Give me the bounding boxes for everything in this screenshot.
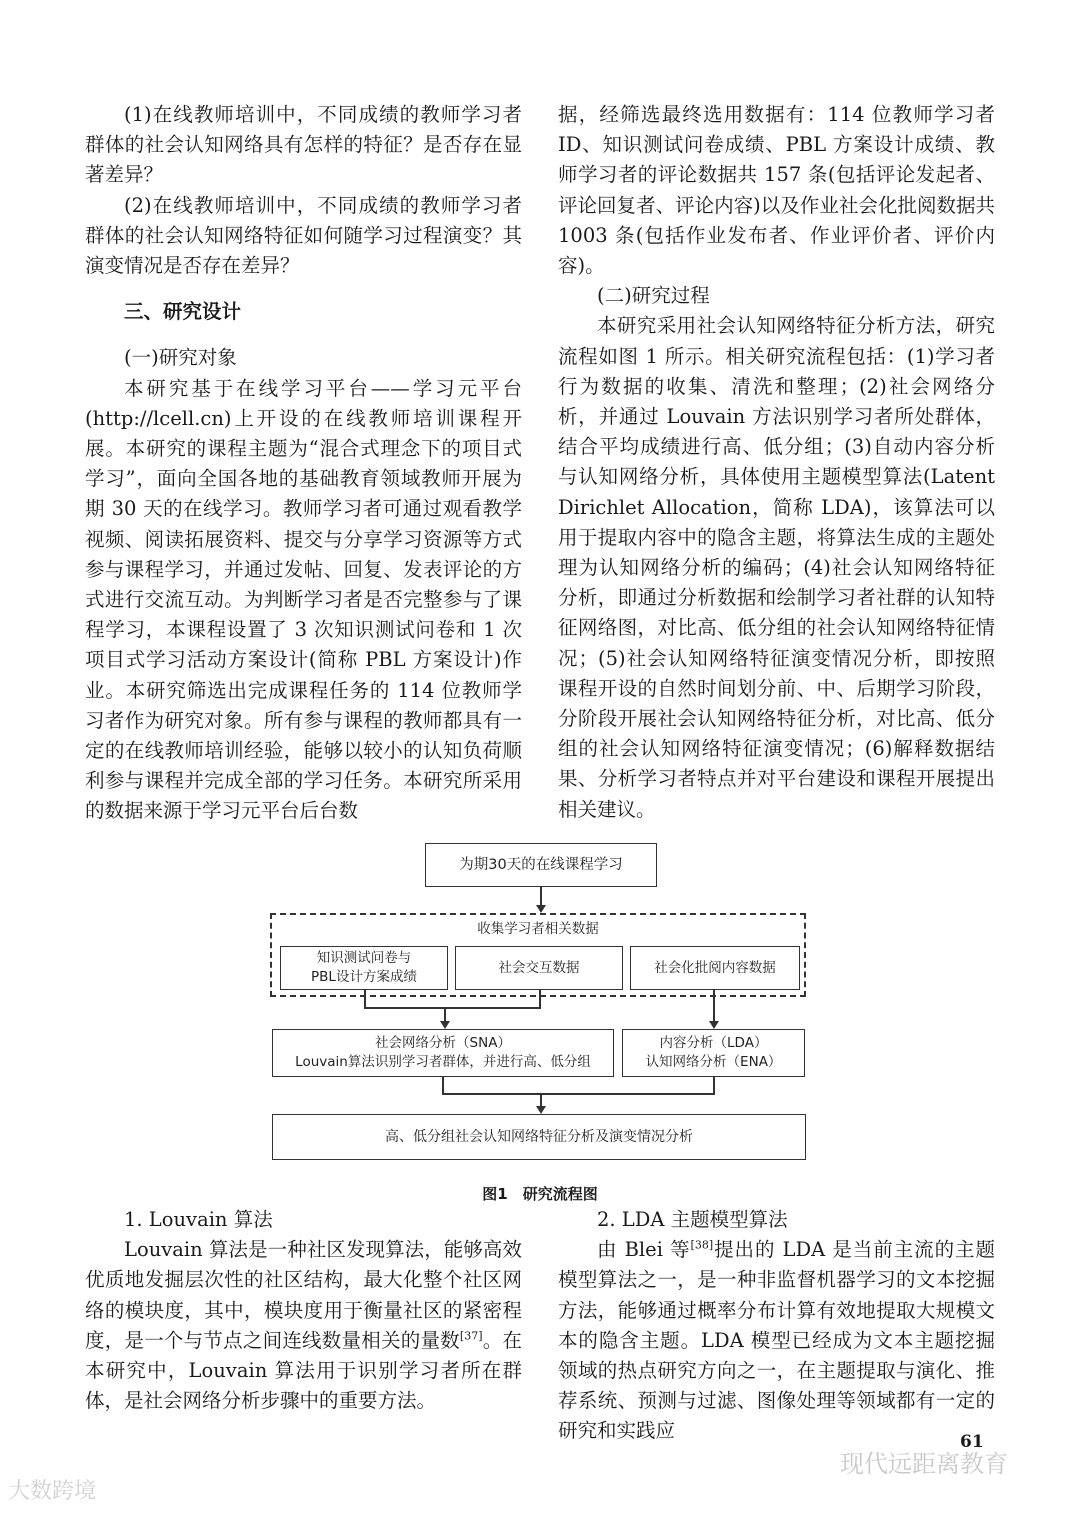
question-1: (1)在线教师培训中，不同成绩的教师学习者群体的社会认知网络具有怎样的特征？是否存在显著差异？ — [85, 103, 522, 187]
connector-line — [364, 990, 366, 1008]
arrow-down-icon — [536, 1106, 546, 1114]
subsection-heading-2: (二)研究过程 — [597, 284, 710, 308]
lda-box-line1: 内容分析（LDA） — [659, 1035, 768, 1051]
lda-box — [622, 1029, 805, 1077]
sna-box-line2: Louvain算法识别学习者群体，并进行高、低分组 — [295, 1054, 591, 1070]
sna-box — [272, 1029, 614, 1077]
bottom-right-section — [558, 1205, 995, 1447]
box-test-scores-line2: PBL设计方案成绩 — [311, 969, 417, 985]
lda-text-2: 提出的 LDA 是当前主流的主题模型算法之一，是一种非监督机器学习的文本挖掘方法，能够通过概率分布计算有效地提取大规模文本的隐含主题。LDA 模型已经成为文本主题挖掘领域的热点研究方向之一，在主题提取与演化、推荐系统、预测与过滤、图像处理等领域都有一定的研究和实践应 — [558, 1238, 995, 1443]
connector-line — [540, 887, 542, 907]
louvain-paragraph — [85, 1235, 522, 1416]
section-heading: 三、研究设计 — [124, 300, 242, 324]
arrow-down-icon — [709, 1021, 719, 1029]
top-box: 为期30天的在线课程学习 — [425, 843, 657, 887]
connector-line — [442, 1093, 715, 1095]
subsection-heading-1: (一)研究对象 — [124, 346, 237, 370]
lda-box-line2: 认知网络分析（ENA） — [645, 1054, 782, 1070]
box-social-interaction: 社会交互数据 — [455, 946, 623, 990]
box-review-content: 社会化批阅内容数据 — [630, 946, 800, 990]
question-2: (2)在线教师培训中，不同成绩的教师学习者群体的社会认知网络特征如何随学习过程演变？其演变情况是否存在差异？ — [85, 193, 522, 278]
connector-line — [540, 1093, 542, 1107]
louvain-text-2: 。在本研究中，Louvain 算法用于识别学习者所在群体，是社会网络分析步骤中的重要方法。 — [85, 1328, 522, 1413]
right-column — [558, 100, 995, 825]
watermark-left: 大数跨境 — [8, 1479, 97, 1504]
louvain-heading: 1. Louvain 算法 — [124, 1208, 273, 1231]
lda-paragraph — [558, 1235, 995, 1446]
watermark-right: 现代远距离教育 — [840, 1450, 1008, 1478]
left-column — [85, 100, 522, 827]
paragraph-research-process: 本研究采用社会认知网络特征分析方法，研究流程如图 1 所示。相关研究流程包括：(1)学习者行为数据的收集、清洗和整理；(2)社会网络分析，并通过 Louvain 方法识别学习者所处群体，结合平均成绩进行高、低分组；(3)自动内容分析与认知网络分析，具体使用主题模型算法(Latent Dirichlet Allocation，简称 LDA)，该算法可以用于提取内容中的隐含主题，将算法生成的主题处理为认知网络分析的编码；(4)社会认知网络特征分析，即通过分析数据和绘制学习者社群的认知特征网络图，对比高、低分组的社会认知网络特征情况；(5)社会认知网络特征演变情况分析，即按照课程开设的自然时间划分前、中、后期学习阶段，分阶段开展社会认知网络特征分析，对比高、低分组的社会认知网络特征演变情况；(6)解释数据结果、分析学习者特点并对平台建设和课程开展提出相关建议。 — [558, 314, 995, 821]
bottom-box: 高、低分组社会认知网络特征分析及演变情况分析 — [272, 1114, 806, 1160]
paragraph-data-continued: 据，经筛选最终选用数据有：114 位教师学习者 ID、知识测试问卷成绩、PBL 方案设计成绩、教师学习者的评论数据共 157 条(包括评论发起者、评论回复者、评论内容)以及作业社会化批阅数据共 1003 条(包括作业发布者、作业评价者、评价内容)。 — [558, 103, 995, 278]
box-test-scores — [280, 946, 448, 990]
connector-line — [442, 1077, 444, 1094]
citation-38: [38] — [690, 1238, 714, 1252]
bottom-left-section — [85, 1205, 522, 1416]
page-number: 61 — [960, 1432, 984, 1452]
connector-line — [364, 1007, 541, 1009]
connector-line — [713, 990, 715, 1022]
arrow-down-icon — [536, 905, 546, 913]
citation-37: [37] — [459, 1329, 483, 1343]
connector-line — [539, 990, 541, 1008]
louvain-text-1: Louvain 算法是一种社区发现算法，能够高效优质地发掘层次性的社区结构，最大化整个社区网络的模块度，其中，模块度用于衡量社区的紧密程度，是一个与节点之间连线数量相关的量数 — [85, 1238, 522, 1352]
connector-line — [444, 1007, 446, 1022]
paragraph-research-object: 本研究基于在线学习平台——学习元平台(http://lcell.cn)上开设的在线教师培训课程开展。本研究的课程主题为“混合式理念下的项目式学习”，面向全国各地的基础教育领域教师开展为期 30 天的在线学习。教师学习者可通过观看教学视频、阅读拓展资料、提交与分享学习资源等方式参与课程学习，并通过发帖、回复、发表评论的方式进行交流互动。为判断学习者是否完整参与了课程学习，本课程设置了 3 次知识测试问卷和 1 次项目式学习活动方案设计(简称 PBL 方案设计)作业。本研究筛选出完成课程任务的 114 位教师学习者作为研究对象。所有参与课程的教师都具有一定的在线教师培训经验，能够以较小的认知负荷顺利参与课程并完成全部的学习任务。本研究所采用的数据来源于学习元平台后台数 — [85, 376, 522, 823]
box-test-scores-line1: 知识测试问卷与 — [316, 950, 412, 966]
figure-caption: 图1 研究流程图 — [482, 1185, 598, 1203]
sna-box-line1: 社会网络分析（SNA） — [375, 1035, 511, 1051]
arrow-down-icon — [440, 1021, 450, 1029]
connector-line — [713, 1077, 715, 1094]
lda-text-1: 由 Blei 等 — [597, 1238, 691, 1262]
lda-heading: 2. LDA 主题模型算法 — [597, 1208, 788, 1231]
collect-data-title: 收集学习者相关数据 — [477, 920, 599, 937]
